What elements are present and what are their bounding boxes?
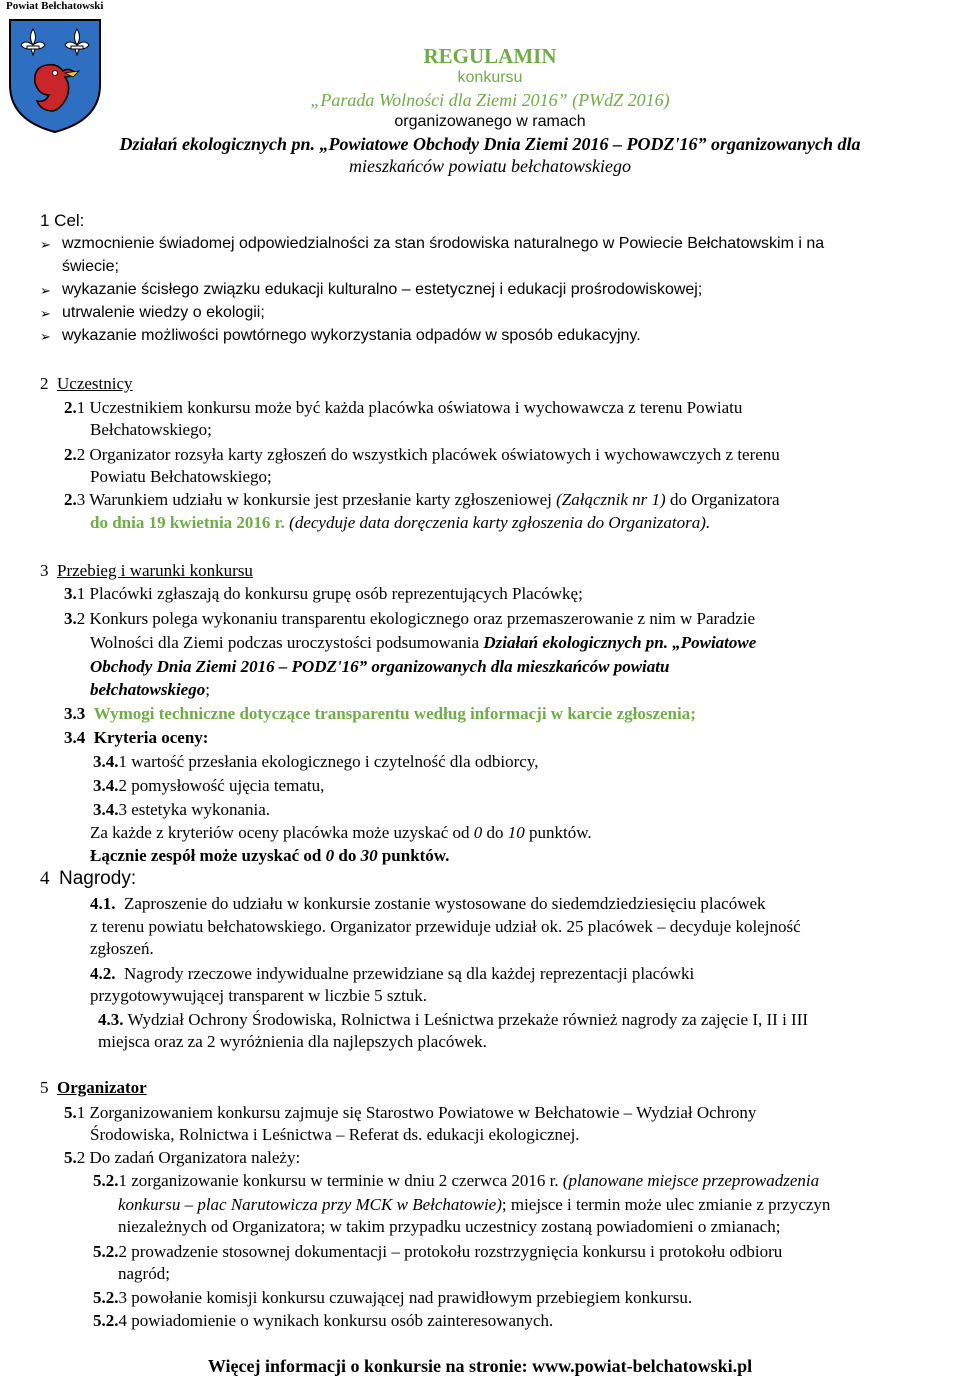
goal-item-3: utrwalenie wiedzy o ekologii; bbox=[62, 304, 265, 321]
organizer-point-1-line-2: Środowiska, Rolnictwa i Leśnictwa – Referat ds. edukacji ekologicznej. bbox=[90, 1125, 580, 1144]
section-2-heading: 2 Uczestnicy bbox=[40, 374, 133, 393]
task-1-line-2: konkursu – plac Narutowicza przy MCK w Bełchatowie); miejsce i termin może ulec zmianie z przyczyn bbox=[118, 1195, 831, 1214]
goal-item-1: wzmocnienie świadomej odpowiedzialności za stan środowiska naturalnego w Powiecie Bełchatowskim i na bbox=[62, 235, 825, 252]
task-4: 5.2.4 powiadomienie o wynikach konkursu osób zainteresowanych. bbox=[93, 1311, 554, 1330]
footer-more-info: Więcej informacji o konkursie na stronie: www.powiat-belchatowski.pl bbox=[207, 1356, 753, 1376]
goal-item-2: wykazanie ścisłego związku edukacji kulturalno – estetycznej i edukacji prośrodowiskowej; bbox=[62, 281, 703, 298]
contest-name: „Parada Wolności dla Ziemi 2016” (PWdZ 2016) bbox=[310, 90, 670, 110]
criterion-3: 3.4.3 estetyka wykonania. bbox=[93, 800, 271, 819]
procedure-point-2: 3.2 Konkurs polega wykonaniu transparentu ekologicznego oraz przemaszerowanie z nim w Paradzie bbox=[64, 609, 756, 628]
criterion-2: 3.4.2 pomysłowość ujęcia tematu, bbox=[93, 776, 325, 795]
section-3-heading: 3 Przebieg i warunki konkursu bbox=[40, 561, 253, 580]
prizes-point-2-line-2: przygotowywującej transparent w liczbie 5 sztuk. bbox=[90, 986, 428, 1005]
prizes-point-1-line-2: z terenu powiatu bełchatowskiego. Organizator przewiduje udział ok. 25 placówek – decyduje kolejność bbox=[90, 917, 801, 936]
prizes-point-3: 4.3. Wydział Ochrony Środowiska, Rolnictwa i Leśnictwa przekaże również nagrody za zajęcie I, II i III bbox=[98, 1010, 809, 1029]
participants-point-2: 2.2 Organizator rozsyła karty zgłoszeń do wszystkich placówek oświatowych i wychowawczych z terenu bbox=[64, 445, 780, 464]
task-1: 5.2.1 zorganizowanie konkursu w terminie w dniu 2 czerwca 2016 r. (planowane miejsce przeprowadzenia bbox=[93, 1171, 820, 1190]
goal-item-4: wykazanie możliwości powtórnego wykorzystania odpadów w sposób edukacyjny. bbox=[62, 327, 641, 344]
prizes-point-1: 4.1. Zaproszenie do udziału w konkursie zostanie wystosowane do siedemdziedziesięciu placówek bbox=[90, 894, 766, 913]
bullet-arrow-icon: ➢ bbox=[40, 306, 51, 321]
goal-item-1-cont: świecie; bbox=[62, 258, 119, 275]
header-line-6: mieszkańców powiatu bełchatowskiego bbox=[349, 156, 631, 176]
prizes-point-3-line-2: miejsca oraz za 2 wyróżnienia dla najlepszych placówek. bbox=[98, 1032, 487, 1051]
section-4-heading: 4 Nagrody: bbox=[40, 868, 137, 889]
participants-point-1: 2.1 Uczestnikiem konkursu może być każda placówka oświatowa i wychowawcza z terenu Powiatu bbox=[64, 398, 743, 417]
header-line-5: Działań ekologicznych pn. „Powiatowe Obchody Dnia Ziemi 2016 – PODZ'16” organizowanych dla bbox=[119, 134, 861, 154]
procedure-point-4: 3.4 Kryteria oceny: bbox=[64, 728, 209, 747]
procedure-point-2-line-2: Wolności dla Ziemi podczas uroczystości podsumowania Działań ekologicznych pn. „Powiatowe bbox=[90, 633, 757, 652]
section-1-heading: 1 Cel: bbox=[40, 211, 85, 230]
bullet-arrow-icon: ➢ bbox=[40, 283, 51, 298]
participants-point-3: 2.3 Warunkiem udziału w konkursie jest przesłanie karty zgłoszeniowej (Załącznik nr 1) do Organizatora bbox=[64, 490, 780, 509]
task-3: 5.2.3 powołanie komisji konkursu czuwającej nad prawidłowym przebiegiem konkursu. bbox=[93, 1288, 693, 1307]
task-2-line-2: nagród; bbox=[118, 1264, 170, 1283]
organizer-point-1: 5.1 Zorganizowaniem konkursu zajmuje się Starostwo Powiatowe w Bełchatowie – Wydział Ochrony bbox=[64, 1103, 757, 1122]
procedure-point-2-line-3: Obchody Dnia Ziemi 2016 – PODZ'16” organizowanych dla mieszkańców powiatu bbox=[90, 657, 670, 676]
bullet-arrow-icon: ➢ bbox=[40, 237, 51, 252]
task-1-line-3: niezależnych od Organizatora; w takim przypadku uczestnicy zostaną powiadomieni o zmianach; bbox=[118, 1217, 781, 1236]
bullet-arrow-icon: ➢ bbox=[40, 329, 51, 344]
prizes-point-1-line-3: zgłoszeń. bbox=[90, 939, 154, 958]
county-label: Powiat Bełchatowski bbox=[6, 0, 104, 12]
header-line-4: organizowanego w ramach bbox=[394, 113, 586, 130]
procedure-point-2-line-4: bełchatowskiego; bbox=[90, 680, 210, 699]
criteria-score-range: Za każde z kryteriów oceny placówka może uzyskać od 0 do 10 punktów. bbox=[90, 823, 592, 842]
criterion-1: 3.4.1 wartość przesłania ekologicznego i czytelność dla odbiorcy, bbox=[93, 752, 539, 771]
participants-point-2-cont: Powiatu Bełchatowskiego; bbox=[90, 467, 272, 486]
task-2: 5.2.2 prowadzenie stosownej dokumentacji – protokołu rozstrzygnięcia konkursu i protokołu odbioru bbox=[93, 1242, 783, 1261]
document-header bbox=[40, 45, 940, 177]
prizes-point-2: 4.2. Nagrody rzeczowe indywidualne przewidziane są dla każdej reprezentacji placówki bbox=[90, 964, 695, 983]
document-title: REGULAMIN bbox=[423, 44, 557, 68]
header-line-2: konkursu bbox=[457, 69, 523, 86]
procedure-point-3: 3.3 Wymogi techniczne dotyczące transparentu według informacji w karcie zgłoszenia; bbox=[64, 704, 696, 723]
organizer-point-2: 5.2 Do zadań Organizatora należy: bbox=[64, 1148, 301, 1167]
participants-point-1-cont: Bełchatowskiego; bbox=[90, 420, 212, 439]
total-score-range: Łącznie zespół może uzyskać od 0 do 30 punktów. bbox=[90, 846, 450, 865]
section-5-heading: 5 Organizator bbox=[40, 1078, 147, 1097]
procedure-point-1: 3.1 Placówki zgłaszają do konkursu grupę osób reprezentujących Placówkę; bbox=[64, 584, 583, 603]
participants-deadline: do dnia 19 kwietnia 2016 r. (decyduje data doręczenia karty zgłoszenia do Organizatora). bbox=[90, 513, 711, 532]
